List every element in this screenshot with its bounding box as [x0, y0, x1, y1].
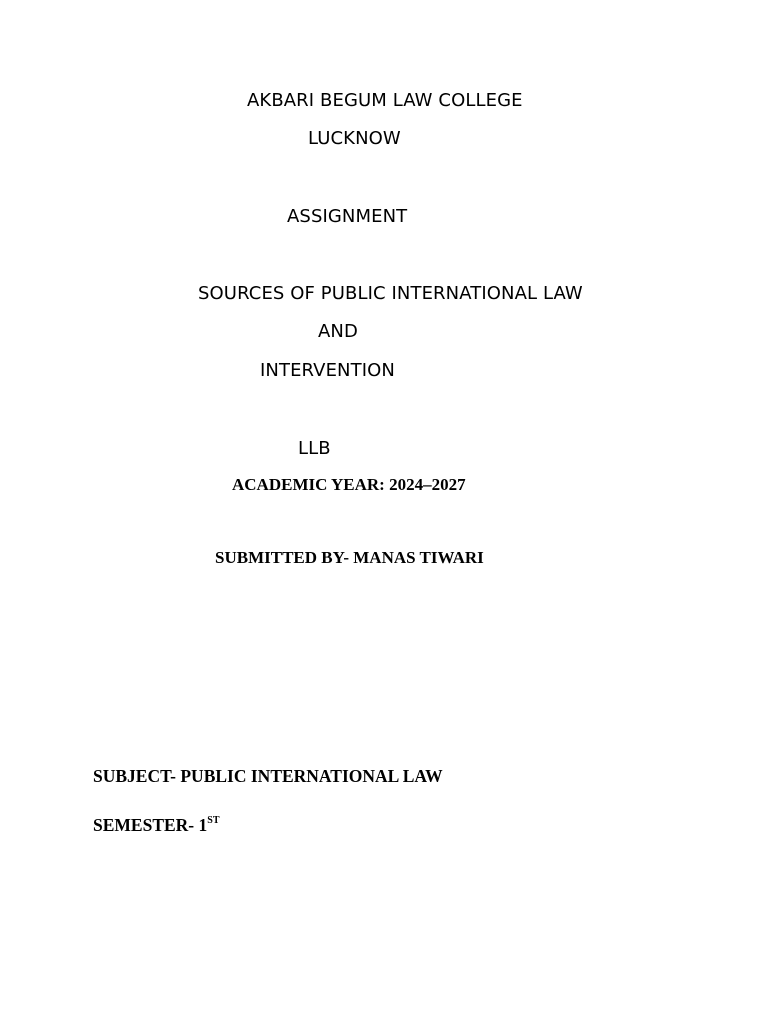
document-type-heading: ASSIGNMENT	[287, 206, 408, 227]
semester-ordinal-suffix: ST	[207, 815, 220, 826]
college-name: AKBARI BEGUM LAW COLLEGE	[247, 90, 523, 111]
semester-text: SEMESTER- 1	[93, 815, 208, 835]
college-city: LUCKNOW	[308, 128, 401, 149]
semester-line	[93, 817, 220, 835]
submitted-by: SUBMITTED BY- MANAS TIWARI	[215, 548, 484, 567]
topic-line-2: AND	[318, 321, 358, 342]
topic-line-1: SOURCES OF PUBLIC INTERNATIONAL LAW	[198, 283, 583, 304]
course-name: LLB	[298, 438, 331, 459]
academic-year: ACADEMIC YEAR: 2024–2027	[232, 475, 466, 494]
subject-line: SUBJECT- PUBLIC INTERNATIONAL LAW	[93, 766, 443, 786]
topic-line-3: INTERVENTION	[260, 360, 395, 381]
